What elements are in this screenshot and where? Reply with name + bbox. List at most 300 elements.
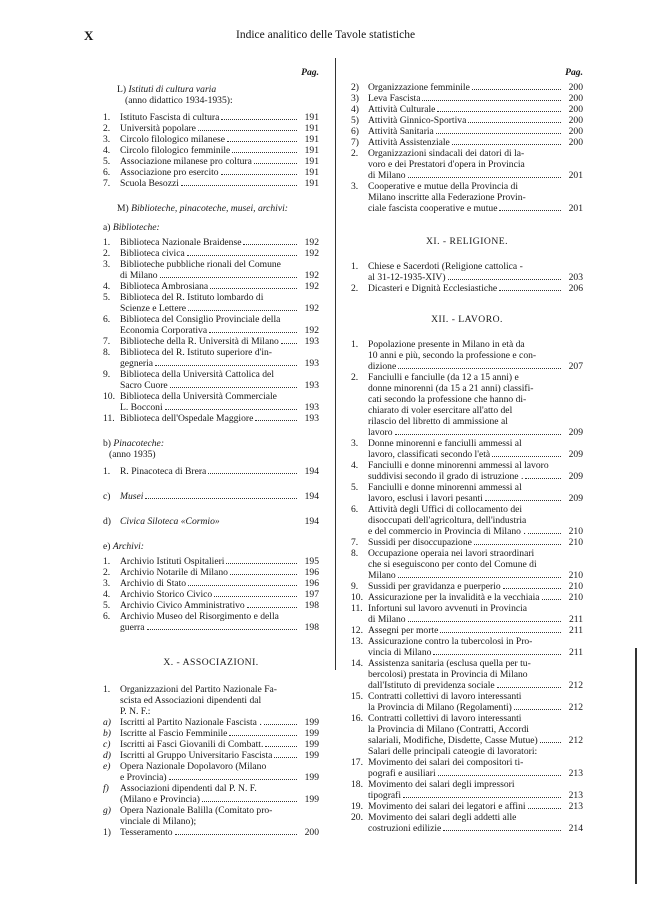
entry-number: 4) bbox=[351, 104, 359, 115]
entry-text-line: Iscritte al Fascio Femminile bbox=[120, 728, 228, 739]
index-entry bbox=[103, 314, 319, 336]
section-l-subtitle: (anno didattico 1934-1935): bbox=[125, 95, 233, 106]
index-entry bbox=[103, 369, 319, 391]
entry-text-line: Milano inscritte alla Federazione Provin- bbox=[368, 192, 526, 203]
index-entry bbox=[351, 746, 583, 757]
entry-number: a) bbox=[103, 717, 111, 728]
dot-leader bbox=[438, 775, 561, 776]
dot-leader bbox=[514, 709, 561, 710]
right-column bbox=[351, 67, 583, 834]
page-ref: 193 bbox=[304, 336, 319, 347]
entry-text-line: 10 anni e più, secondo la professione e con- bbox=[368, 350, 537, 361]
dot-leader bbox=[281, 343, 297, 344]
index-entry bbox=[351, 636, 583, 658]
left-column bbox=[103, 67, 319, 838]
entry-text-line: (Milano e Provincia) bbox=[120, 794, 200, 805]
dot-leader bbox=[187, 255, 297, 256]
page-ref: 201 bbox=[568, 170, 583, 181]
index-entry bbox=[103, 336, 319, 347]
entry-number: e) bbox=[103, 761, 111, 772]
dot-leader bbox=[440, 632, 561, 633]
entry-text-line: salariali, Modifiche, Disdette, Casse Mutue) bbox=[368, 735, 538, 746]
column-divider bbox=[335, 58, 336, 670]
page-ref: 209 bbox=[568, 471, 583, 482]
entry-number: 4. bbox=[103, 589, 111, 600]
entry-number: 7) bbox=[351, 137, 359, 148]
entry-text-line: Archivio Notarile di Milano bbox=[120, 567, 228, 578]
entry-number: 3) bbox=[351, 93, 359, 104]
dot-leader bbox=[209, 332, 297, 333]
entry-text-line: pografi e ausiliari bbox=[368, 768, 436, 779]
dot-leader bbox=[214, 596, 297, 597]
page-ref: 200 bbox=[568, 82, 583, 93]
dot-leader bbox=[160, 277, 297, 278]
page-ref: 198 bbox=[304, 622, 319, 633]
entry-number: 1. bbox=[103, 237, 111, 248]
entry-text-line: Scienze e Lettere bbox=[120, 303, 187, 314]
entry-number: 3. bbox=[103, 578, 111, 589]
index-entry bbox=[351, 592, 583, 603]
page-ref: 207 bbox=[568, 361, 583, 372]
entry-text-line: Movimento dei salari degli impressori bbox=[368, 779, 515, 790]
entry-text-line: guerra bbox=[120, 622, 145, 633]
page-ref: 193 bbox=[304, 413, 319, 424]
entry-text-line: la Provincia di Milano (Regolamenti) bbox=[368, 702, 512, 713]
entry-text-line: rilascio del libretto di ammissione al bbox=[368, 416, 508, 427]
entry-text-line: Occupazione operaia nei lavori straordinari bbox=[368, 548, 535, 559]
entry-number: 5) bbox=[351, 115, 359, 126]
dot-leader bbox=[165, 409, 297, 410]
entry-number: c) bbox=[103, 739, 111, 750]
entry-number: 1. bbox=[103, 466, 111, 477]
page-ref: 210 bbox=[568, 570, 583, 581]
entry-text-line: Salari delle principali cateogie di lavoratori: bbox=[368, 746, 538, 757]
associazioni-continued-list bbox=[351, 82, 583, 214]
entry-number: 1. bbox=[351, 339, 359, 350]
page-ref: 201 bbox=[568, 203, 583, 214]
entry-text-line: Organizzazioni sindacali dei datori di la- bbox=[368, 148, 525, 159]
entry-text-line: Archivio Storico Civico bbox=[120, 589, 213, 600]
entry-number: 2. bbox=[103, 123, 111, 134]
page-ref: 212 bbox=[568, 702, 583, 713]
dot-leader bbox=[170, 387, 297, 388]
page-ref: 191 bbox=[304, 134, 319, 145]
entry-text-line: Movimento dei salari degli addetti alle bbox=[368, 812, 517, 823]
dot-leader bbox=[398, 368, 561, 369]
entry-text-line: L. Bocconi bbox=[120, 402, 163, 413]
page-ref: 191 bbox=[304, 156, 319, 167]
entry-text-line: Attività Culturale bbox=[368, 104, 436, 115]
entry-text-line: suddivisi secondo il grado di istruzione . bbox=[368, 471, 524, 482]
index-entry bbox=[103, 750, 319, 761]
dot-leader bbox=[229, 735, 297, 736]
index-entry bbox=[103, 145, 319, 156]
subsection-b-label: b) bbox=[103, 438, 111, 449]
index-entry bbox=[351, 691, 583, 713]
entry-text-line: Assegni per morte bbox=[368, 625, 439, 636]
pag-label-left: Pag. bbox=[301, 67, 319, 78]
section-l-heading bbox=[117, 84, 319, 95]
entry-text-line: scista ed Associazioni dipendenti dal bbox=[120, 695, 262, 706]
entry-number: 10. bbox=[351, 592, 363, 603]
entry-text-line: donne minorenni (da 15 a 21 anni) classifi- bbox=[368, 383, 534, 394]
page-ref: 200 bbox=[568, 126, 583, 137]
page-ref: 213 bbox=[568, 768, 583, 779]
entry-text-line: Biblioteca della Università Cattolica del bbox=[120, 369, 274, 380]
entry-text-line: vinciale di Milano); bbox=[120, 816, 197, 827]
entry-text-line: Biblioteca Nazionale Braidense bbox=[120, 237, 242, 248]
entry-text-line: Milano bbox=[368, 570, 396, 581]
dot-leader bbox=[221, 174, 297, 175]
page-ref: 191 bbox=[304, 112, 319, 123]
entry-text-line: Economia Corporativa bbox=[120, 325, 208, 336]
entry-text-line: R. Pinacoteca di Brera bbox=[120, 466, 207, 477]
associazioni-list bbox=[103, 684, 319, 838]
page-ref: 199 bbox=[304, 750, 319, 761]
dot-leader bbox=[433, 654, 561, 655]
entry-number: 11. bbox=[351, 603, 363, 614]
dot-leader bbox=[265, 746, 297, 747]
entry-number: 15. bbox=[351, 691, 363, 702]
entry-text-line: gegneria bbox=[120, 358, 154, 369]
entry-text-line: Scuola Besozzi bbox=[120, 178, 179, 189]
index-entry bbox=[103, 827, 319, 838]
dot-leader bbox=[437, 111, 561, 112]
entry-number: 2) bbox=[351, 82, 359, 93]
dot-leader bbox=[274, 757, 297, 758]
dot-leader bbox=[230, 574, 297, 575]
dot-leader bbox=[226, 563, 297, 564]
entry-text-line: Chiese e Sacerdoti (Religione cattolica - bbox=[368, 261, 523, 272]
scan-edge-mark bbox=[635, 648, 637, 884]
entry-text-line: Biblioteche pubbliche rionali del Comune bbox=[120, 259, 281, 270]
subsection-a-heading bbox=[103, 222, 319, 233]
entry-text-line: Dicasteri e Dignità Ecclesiastiche bbox=[368, 283, 498, 294]
section-l-title: Istituti di cultura varia bbox=[128, 84, 217, 95]
page-ref: 213 bbox=[568, 801, 583, 812]
index-entry bbox=[103, 567, 319, 578]
entry-number: 1. bbox=[103, 684, 111, 695]
entry-text-line: lavoro, esclusi i lavori pesanti bbox=[368, 493, 483, 504]
index-entry bbox=[351, 93, 583, 104]
index-entry bbox=[351, 713, 583, 746]
entry-text-line: Assicurazione per la invalidità e la vecchiaia bbox=[368, 592, 540, 603]
dot-leader bbox=[169, 779, 297, 780]
entry-text-line: Associazioni dipendenti dal P. N. F. bbox=[120, 783, 257, 794]
entry-text-line: Fanciulli e donne minorenni ammessi al bbox=[368, 482, 522, 493]
page-ref: 192 bbox=[304, 281, 319, 292]
entry-number: 1. bbox=[103, 112, 111, 123]
dot-leader bbox=[147, 629, 298, 630]
index-entry bbox=[351, 148, 583, 181]
entry-number: 19. bbox=[351, 801, 363, 812]
index-entry bbox=[103, 292, 319, 314]
entry-text-line: di Milano bbox=[368, 170, 406, 181]
entry-text-line: Fanciulli e fanciulle (da 12 a 15 anni) e bbox=[368, 372, 519, 383]
dot-leader bbox=[485, 500, 561, 501]
entry-number: 4. bbox=[351, 460, 359, 471]
religione-list bbox=[351, 261, 583, 294]
index-entry bbox=[103, 248, 319, 259]
section-l-list bbox=[103, 112, 319, 189]
page-ref: 192 bbox=[304, 248, 319, 259]
biblioteche-list bbox=[103, 237, 319, 424]
index-entry bbox=[351, 372, 583, 438]
dot-leader bbox=[221, 119, 297, 120]
entry-text-line: Infortuni sul lavoro avvenuti in Provincia bbox=[368, 603, 528, 614]
page-ref: 192 bbox=[304, 237, 319, 248]
page-ref: 191 bbox=[304, 145, 319, 156]
index-entry bbox=[103, 684, 319, 717]
index-entry bbox=[103, 237, 319, 248]
archivi-list bbox=[103, 556, 319, 633]
page-ref: 192 bbox=[304, 270, 319, 281]
entry-text-line: Associazione pro esercito bbox=[120, 167, 219, 178]
entry-number: 1. bbox=[351, 261, 359, 272]
entry-text-line: di Milano bbox=[368, 614, 406, 625]
index-entry bbox=[103, 728, 319, 739]
entry-text-line: dizione bbox=[368, 361, 397, 372]
index-entry bbox=[351, 82, 583, 93]
entry-text-line: Opera Nazionale Dopolavoro (Milano bbox=[120, 761, 267, 772]
entry-text-line: la Provincia di Milano (Contratti, Accordi bbox=[368, 724, 529, 735]
dot-leader bbox=[255, 420, 297, 421]
index-entry bbox=[351, 482, 583, 504]
entry-number: 6. bbox=[103, 611, 111, 622]
entry-number: 1) bbox=[103, 827, 111, 838]
entry-text-line: chiarato di voler esercitare all'atto del bbox=[368, 405, 513, 416]
page-ref: 197 bbox=[304, 589, 319, 600]
entry-text-line: bercolosi) prestata in Provincia di Milano bbox=[368, 669, 528, 680]
index-entry bbox=[351, 812, 583, 834]
page-ref: 191 bbox=[304, 123, 319, 134]
dot-leader bbox=[474, 544, 561, 545]
entry-number: 4. bbox=[103, 145, 111, 156]
dot-leader bbox=[247, 607, 297, 608]
page-ref: 200 bbox=[304, 827, 319, 838]
page-ref: 196 bbox=[304, 567, 319, 578]
entry-number: c) bbox=[103, 491, 111, 502]
dot-leader bbox=[398, 577, 561, 578]
index-entry bbox=[103, 611, 319, 633]
entry-text-line: Biblioteca dell'Ospedale Maggiore bbox=[120, 413, 254, 424]
page-number: X bbox=[84, 28, 94, 43]
index-entry bbox=[103, 783, 319, 805]
page-ref: 199 bbox=[304, 728, 319, 739]
entry-number: 11. bbox=[103, 413, 115, 424]
dot-leader bbox=[208, 473, 297, 474]
dot-leader bbox=[188, 585, 297, 586]
page-ref: 209 bbox=[568, 493, 583, 504]
dot-leader bbox=[525, 478, 561, 479]
dot-leader bbox=[175, 834, 297, 835]
section-m-heading bbox=[117, 203, 319, 214]
entry-text-line: Contratti collettivi di lavoro interessanti bbox=[368, 691, 522, 702]
page-ref: 212 bbox=[568, 680, 583, 691]
section-xii-title: XII. - LAVORO. bbox=[431, 314, 503, 325]
entry-text-line: Organizzazione femminile bbox=[368, 82, 470, 93]
dot-leader bbox=[542, 599, 561, 600]
entry-text-line: disoccupati dell'agricoltura, dell'industria bbox=[368, 515, 527, 526]
dot-leader bbox=[499, 210, 561, 211]
dot-leader bbox=[227, 141, 297, 142]
dot-leader bbox=[198, 130, 297, 131]
entry-number: 9. bbox=[351, 581, 359, 592]
index-entry bbox=[351, 504, 583, 537]
entry-text-line: Contratti collettivi di lavoro interessanti bbox=[368, 713, 522, 724]
entry-text-line: vincia di Milano bbox=[368, 647, 432, 658]
dot-leader bbox=[408, 621, 561, 622]
subsection-b-subtitle: (anno 1935) bbox=[109, 449, 156, 460]
page-ref: 199 bbox=[304, 794, 319, 805]
entry-text-line: Tesseramento bbox=[120, 827, 173, 838]
entry-text-line: Associazione milanese pro coltura bbox=[120, 156, 252, 167]
entry-number: 7. bbox=[103, 178, 111, 189]
index-entry bbox=[351, 625, 583, 636]
entry-number: 2. bbox=[103, 248, 111, 259]
index-entry bbox=[351, 548, 583, 581]
page-ref: 200 bbox=[568, 137, 583, 148]
dot-leader bbox=[452, 144, 561, 145]
page-ref: 194 bbox=[304, 516, 319, 527]
musei-title: Musei bbox=[120, 491, 144, 502]
entry-text-line: Iscritti al Gruppo Universitario Fascista bbox=[120, 750, 273, 761]
dot-leader bbox=[448, 279, 561, 280]
subsection-a-label: a) bbox=[103, 222, 111, 233]
entry-number: 20. bbox=[351, 812, 363, 823]
index-entry bbox=[103, 805, 319, 827]
entry-text-line: Fanciulli e donne minorenni ammessi al lavoro bbox=[368, 460, 549, 471]
entry-number: 6. bbox=[351, 504, 359, 515]
subsection-a-title: Biblioteche: bbox=[112, 222, 160, 233]
dot-leader bbox=[243, 244, 297, 245]
dot-leader bbox=[528, 808, 561, 809]
entry-text-line: Sussidi per disoccupazione bbox=[368, 537, 472, 548]
entry-text-line: Organizzazioni del Partito Nazionale Fa- bbox=[120, 684, 277, 695]
entry-text-line: Biblioteca Ambrosiana bbox=[120, 281, 209, 292]
index-entry bbox=[103, 134, 319, 145]
entry-text-line: Biblioteca del R. Istituto lombardo di bbox=[120, 292, 264, 303]
subsection-b-heading bbox=[103, 438, 319, 449]
entry-text-line: Archivio Museo del Risorgimento e della bbox=[120, 611, 279, 622]
page-ref: 209 bbox=[568, 449, 583, 460]
entry-text-line: Sussidi per gravidanza e puerperio bbox=[368, 581, 501, 592]
entry-number: 5. bbox=[103, 156, 111, 167]
entry-number: 5. bbox=[103, 600, 111, 611]
page-ref: 193 bbox=[304, 402, 319, 413]
dot-leader bbox=[202, 801, 297, 802]
entry-number: f) bbox=[103, 783, 109, 794]
dot-leader bbox=[468, 122, 561, 123]
musei-entry bbox=[103, 491, 319, 502]
entry-number: 5. bbox=[103, 292, 111, 303]
entry-number: d) bbox=[103, 750, 111, 761]
index-entry bbox=[103, 178, 319, 189]
entry-text-line: Istituto Fascista di cultura bbox=[120, 112, 220, 123]
index-entry bbox=[351, 801, 583, 812]
entry-number: 16. bbox=[351, 713, 363, 724]
page-ref: 193 bbox=[304, 358, 319, 369]
entry-number: 17. bbox=[351, 757, 363, 768]
entry-text-line: tipografi bbox=[368, 790, 402, 801]
entry-text-line: ciale fascista cooperative e mutue bbox=[368, 203, 498, 214]
index-entry bbox=[103, 281, 319, 292]
entry-number: 8. bbox=[351, 548, 359, 559]
dot-leader bbox=[436, 133, 561, 134]
entry-text-line: Biblioteca del Consiglio Provinciale della bbox=[120, 314, 281, 325]
entry-text-line: e del commercio in Provincia di Milano . bbox=[368, 526, 526, 537]
entry-text-line: cati secondo la professione che hanno di- bbox=[368, 394, 527, 405]
entry-text-line: Biblioteca civica bbox=[120, 248, 185, 259]
entry-number: 18. bbox=[351, 779, 363, 790]
page-ref: 211 bbox=[568, 625, 583, 636]
index-entry bbox=[103, 259, 319, 281]
entry-text-line: Archivio di Stato bbox=[120, 578, 187, 589]
entry-text-line: costruzioni edilizie bbox=[368, 823, 442, 834]
dot-leader bbox=[145, 498, 297, 499]
entry-text-line: Assicurazione contro la tubercolosi in Pro- bbox=[368, 636, 533, 647]
dot-leader bbox=[264, 724, 297, 725]
index-entry bbox=[103, 391, 319, 413]
section-xi-title: XI. - RELIGIONE. bbox=[425, 236, 509, 247]
entry-text-line: lavoro, classificati secondo l'età bbox=[368, 449, 491, 460]
index-entry bbox=[103, 717, 319, 728]
entry-number: 7. bbox=[103, 336, 111, 347]
subsection-e-heading bbox=[103, 541, 319, 552]
index-entry bbox=[103, 589, 319, 600]
subsection-e-label: e) bbox=[103, 541, 111, 552]
section-l-label: L) bbox=[117, 84, 127, 95]
index-entry bbox=[103, 761, 319, 783]
page-ref: 191 bbox=[304, 167, 319, 178]
entry-text-line: e Provincia) bbox=[120, 772, 167, 783]
index-entry bbox=[351, 126, 583, 137]
entry-number: 2. bbox=[351, 283, 359, 294]
entry-text-line: Circolo filologico milanese bbox=[120, 134, 225, 145]
page-ref: 210 bbox=[568, 592, 583, 603]
entry-number: 3. bbox=[351, 438, 359, 449]
entry-text-line: lavoro bbox=[368, 427, 393, 438]
entry-number: 4. bbox=[103, 281, 111, 292]
entry-text-line: Movimento dei salari dei compositori ti- bbox=[368, 757, 524, 768]
dot-leader bbox=[395, 434, 561, 435]
index-entry bbox=[103, 556, 319, 567]
index-entry bbox=[351, 181, 583, 214]
entry-text-line: Circolo filologico femminile bbox=[120, 145, 231, 156]
entry-number: 6. bbox=[103, 167, 111, 178]
entry-text-line: Attività degli Uffici di collocamento dei bbox=[368, 504, 523, 515]
entry-number: 7. bbox=[351, 537, 359, 548]
dot-leader bbox=[492, 456, 561, 457]
index-entry bbox=[351, 757, 583, 779]
page-ref: 212 bbox=[568, 735, 583, 746]
entry-text-line: Università popolare bbox=[120, 123, 196, 134]
entry-text-line: Sacro Cuore bbox=[120, 380, 168, 391]
index-entry bbox=[103, 578, 319, 589]
index-entry bbox=[103, 739, 319, 750]
entry-text-line: Biblioteche della R. Università di Milano bbox=[120, 336, 279, 347]
index-entry bbox=[351, 115, 583, 126]
index-entry bbox=[103, 167, 319, 178]
index-entry bbox=[103, 123, 319, 134]
page-ref: 193 bbox=[304, 380, 319, 391]
entry-text-line: Cooperative e mutue della Provincia di bbox=[368, 181, 518, 192]
dot-leader bbox=[232, 152, 297, 153]
entry-text-line: Iscritti ai Fasci Giovanili di Combatt. bbox=[120, 739, 264, 750]
entry-number: 3. bbox=[351, 181, 359, 192]
index-entry bbox=[351, 460, 583, 482]
dot-leader bbox=[408, 177, 561, 178]
